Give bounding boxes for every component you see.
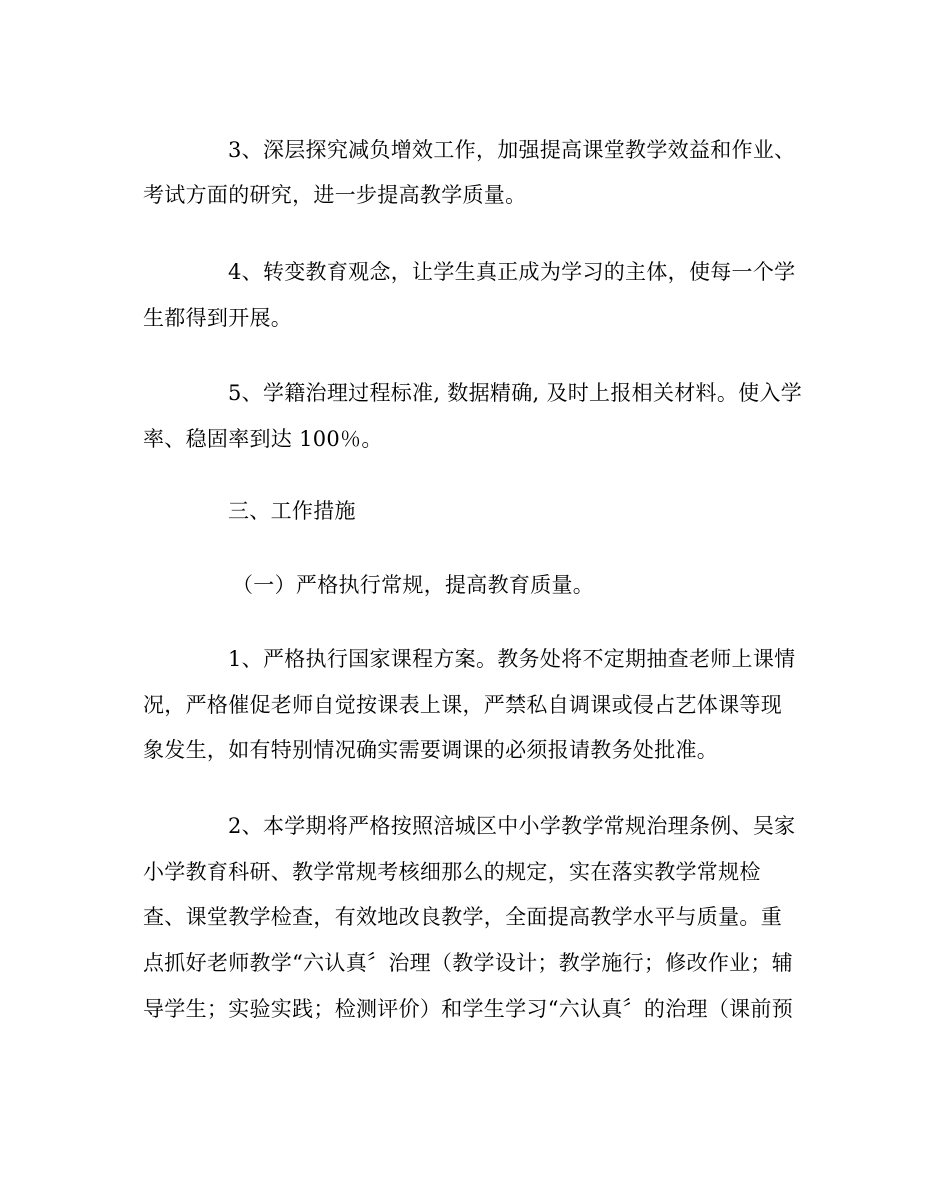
paragraph-line: 考试方面的研究，进一步提高教学质量。 — [143, 183, 527, 207]
paragraph-line: 3、深层探究减负增效工作，加强提高课堂教学效益和作业、 — [228, 138, 796, 162]
paragraph-line: 率、稳固率到达 100％。 — [143, 427, 383, 451]
paragraph-line: 生都得到开展。 — [143, 306, 293, 330]
paragraph-line: 2、本学期将严格按照涪城区中小学教学常规治理条例、吴家 — [228, 814, 796, 838]
subsection-heading: （一）严格执行常规，提高教育质量。 — [232, 573, 595, 597]
paragraph-line: 象发生，如有特别情况确实需要调课的必须报请教务处批准。 — [143, 738, 719, 762]
paragraph-line: 4、转变教育观念，让学生真正成为学习的主体，使每一个学 — [228, 260, 796, 284]
paragraph-line: 点抓好老师教学“六认真〞治理（教学设计；教学施行；修改作业；辅 — [143, 951, 794, 975]
paragraph-line: 导学生；实验实践；检测评价）和学生学习“六认真〞的治理（课前预 — [143, 997, 794, 1021]
paragraph-line: 查、课堂教学检查，有效地改良教学，全面提高教学水平与质量。重 — [143, 905, 782, 929]
section-heading: 三、工作措施 — [228, 499, 356, 523]
paragraph-line: 小学教育科研、教学常规考核细那么的规定，实在落实教学常规检 — [143, 860, 761, 884]
paragraph-line: 1、严格执行国家课程方案。教务处将不定期抽查老师上课情 — [228, 647, 796, 671]
paragraph-line: 5、学籍治理过程标准, 数据精确, 及时上报相关材料。使入学 — [228, 381, 803, 405]
paragraph-line: 况，严格催促老师自觉按课表上课，严禁私自调课或侵占艺体课等现 — [143, 693, 782, 717]
